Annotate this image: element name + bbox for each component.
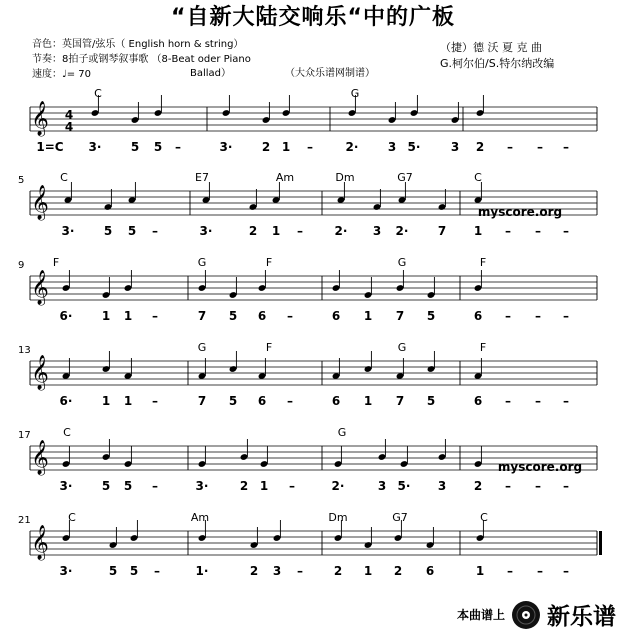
jianpu-note: –	[297, 564, 303, 578]
jianpu-note: 1·	[195, 564, 209, 578]
jianpu-note: 1	[475, 564, 485, 578]
jianpu-note: 1	[123, 394, 133, 408]
key-label: 1=C	[36, 140, 64, 154]
jianpu-note: 3·	[61, 224, 75, 238]
chord-symbol: Am	[275, 171, 295, 184]
chord-symbol: C	[474, 171, 482, 184]
chord-symbol: G	[350, 87, 360, 100]
jianpu-note: 7	[437, 224, 447, 238]
jianpu-note: 1	[363, 309, 373, 323]
jianpu-note: 5	[127, 224, 137, 238]
jianpu-note: 2	[393, 564, 403, 578]
jianpu-note: 1	[363, 564, 373, 578]
jianpu-note: 5	[123, 479, 133, 493]
chord-symbol: C	[63, 426, 71, 439]
jianpu-note: 3	[377, 479, 387, 493]
time-signature-bottom: 4	[64, 120, 74, 134]
vinyl-record-icon	[511, 600, 541, 630]
jianpu-note: –	[287, 309, 293, 323]
jianpu-note: 1	[259, 479, 269, 493]
site-logo: 新乐谱	[547, 604, 616, 630]
jianpu-note: –	[505, 224, 511, 238]
jianpu-note: 2	[239, 479, 249, 493]
jianpu-note: 2	[473, 479, 483, 493]
jianpu-note: 5	[103, 224, 113, 238]
jianpu-note: 5·	[407, 140, 421, 154]
rhythm-line-2: Ballad）	[190, 68, 232, 79]
jianpu-note: –	[307, 140, 313, 154]
treble-clef-icon: 𝄞	[31, 185, 49, 220]
chord-symbol: C	[94, 87, 102, 100]
jianpu-note: 6·	[59, 309, 73, 323]
chord-symbol: G	[397, 341, 407, 354]
jianpu-note: 2	[261, 140, 271, 154]
speed-line: 速度：♩= 70	[32, 69, 91, 80]
measure-number: 13	[18, 345, 31, 356]
chord-symbol: F	[479, 341, 487, 354]
jianpu-note: 3·	[219, 140, 233, 154]
chord-symbol: C	[480, 511, 488, 524]
jianpu-note: 7	[197, 394, 207, 408]
jianpu-note: 6	[257, 394, 267, 408]
jianpu-note: –	[175, 140, 181, 154]
jianpu-note: 5	[101, 479, 111, 493]
jianpu-note: 2	[249, 564, 259, 578]
jianpu-note: –	[535, 224, 541, 238]
treble-clef-icon: 𝄞	[31, 440, 49, 475]
jianpu-note: 6·	[59, 394, 73, 408]
jianpu-note: 3·	[59, 564, 73, 578]
jianpu-note: 5	[130, 140, 140, 154]
jianpu-note: –	[535, 309, 541, 323]
treble-clef-icon: 𝄞	[31, 270, 49, 305]
jianpu-note: 1	[271, 224, 281, 238]
jianpu-note: 6	[473, 309, 483, 323]
jianpu-note: –	[563, 394, 569, 408]
chord-symbol: Dm	[328, 511, 348, 524]
measure-number: 21	[18, 515, 31, 526]
jianpu-note: 7	[197, 309, 207, 323]
jianpu-note: 2	[475, 140, 485, 154]
arranger: G.柯尔伯/S.特尔纳改编	[440, 57, 555, 70]
made-by: （大众乐谱网制谱）	[285, 68, 375, 79]
chord-symbol: G7	[397, 171, 413, 184]
jianpu-note: 6	[425, 564, 435, 578]
jianpu-note: 3·	[88, 140, 102, 154]
jianpu-note: 5	[228, 394, 238, 408]
jianpu-note: 1	[473, 224, 483, 238]
jianpu-note: 2·	[345, 140, 359, 154]
jianpu-note: 3	[450, 140, 460, 154]
jianpu-note: 5·	[397, 479, 411, 493]
jianpu-note: –	[152, 224, 158, 238]
jianpu-note: 3·	[199, 224, 213, 238]
jianpu-note: 5	[426, 309, 436, 323]
jianpu-note: 1	[101, 309, 111, 323]
jianpu-note: –	[505, 394, 511, 408]
jianpu-note: 3	[387, 140, 397, 154]
watermark: myscore.org	[477, 205, 563, 219]
timbre-line: 音色：英国管/弦乐（ English horn & string）	[32, 39, 244, 50]
chord-symbol: F	[52, 256, 60, 269]
treble-clef-icon: 𝄞	[31, 101, 49, 136]
jianpu-note: 3	[372, 224, 382, 238]
jianpu-note: 1	[281, 140, 291, 154]
chord-symbol: G	[397, 256, 407, 269]
time-signature-top: 4	[64, 108, 74, 122]
jianpu-note: –	[297, 224, 303, 238]
jianpu-note: 5	[228, 309, 238, 323]
chord-symbol: C	[60, 171, 68, 184]
rhythm-line: 节奏：8拍子或钢琴叙事歌 （8-Beat oder Piano	[32, 54, 251, 65]
chord-symbol: F	[265, 256, 273, 269]
measure-number: 9	[18, 260, 25, 271]
jianpu-note: –	[563, 309, 569, 323]
page-title: “自新大陆交响乐“中的广板	[171, 5, 455, 30]
jianpu-note: –	[507, 564, 513, 578]
jianpu-note: –	[505, 309, 511, 323]
jianpu-note: 3	[437, 479, 447, 493]
jianpu-note: –	[507, 140, 513, 154]
jianpu-note: –	[563, 479, 569, 493]
jianpu-note: 6	[473, 394, 483, 408]
jianpu-note: 5	[129, 564, 139, 578]
jianpu-note: –	[152, 479, 158, 493]
jianpu-note: –	[152, 309, 158, 323]
jianpu-note: 2	[248, 224, 258, 238]
site-brand	[457, 598, 616, 631]
jianpu-note: 6	[331, 309, 341, 323]
measure-number: 5	[18, 175, 25, 186]
chord-symbol: C	[68, 511, 76, 524]
jianpu-note: –	[152, 394, 158, 408]
chord-symbol: F	[265, 341, 273, 354]
jianpu-note: –	[154, 564, 160, 578]
footer-text: 本曲谱上	[456, 608, 505, 622]
chord-symbol: G	[197, 256, 207, 269]
jianpu-note: 2·	[331, 479, 345, 493]
jianpu-note: 7	[395, 309, 405, 323]
chord-symbol: Dm	[335, 171, 355, 184]
jianpu-note: –	[535, 394, 541, 408]
jianpu-note: 1	[123, 309, 133, 323]
jianpu-note: –	[505, 479, 511, 493]
jianpu-note: –	[289, 479, 295, 493]
treble-clef-icon: 𝄞	[31, 525, 49, 560]
watermark: myscore.org	[497, 460, 583, 474]
jianpu-note: –	[535, 479, 541, 493]
jianpu-note: 3·	[195, 479, 209, 493]
chord-symbol: F	[479, 256, 487, 269]
chord-symbol: G	[337, 426, 347, 439]
jianpu-note: –	[563, 224, 569, 238]
jianpu-note: 2·	[334, 224, 348, 238]
jianpu-note: 3·	[59, 479, 73, 493]
jianpu-note: –	[287, 394, 293, 408]
final-barline	[599, 531, 602, 555]
treble-clef-icon: 𝄞	[31, 355, 49, 390]
jianpu-note: –	[537, 140, 543, 154]
jianpu-note: 5	[426, 394, 436, 408]
composer: （捷）德 沃 夏 克 曲	[440, 41, 542, 54]
chord-symbol: E7	[195, 171, 209, 184]
jianpu-note: 6	[331, 394, 341, 408]
chord-symbol: G	[197, 341, 207, 354]
jianpu-note: –	[537, 564, 543, 578]
jianpu-note: –	[563, 140, 569, 154]
jianpu-note: 6	[257, 309, 267, 323]
jianpu-note: 1	[363, 394, 373, 408]
jianpu-note: 2	[333, 564, 343, 578]
jianpu-note: –	[563, 564, 569, 578]
jianpu-note: 7	[395, 394, 405, 408]
measure-number: 17	[18, 430, 31, 441]
jianpu-note: 3	[272, 564, 282, 578]
chord-symbol: Am	[190, 511, 210, 524]
jianpu-note: 5	[153, 140, 163, 154]
jianpu-note: 1	[101, 394, 111, 408]
jianpu-note: 2·	[395, 224, 409, 238]
jianpu-note: 5	[108, 564, 118, 578]
chord-symbol: G7	[392, 511, 408, 524]
